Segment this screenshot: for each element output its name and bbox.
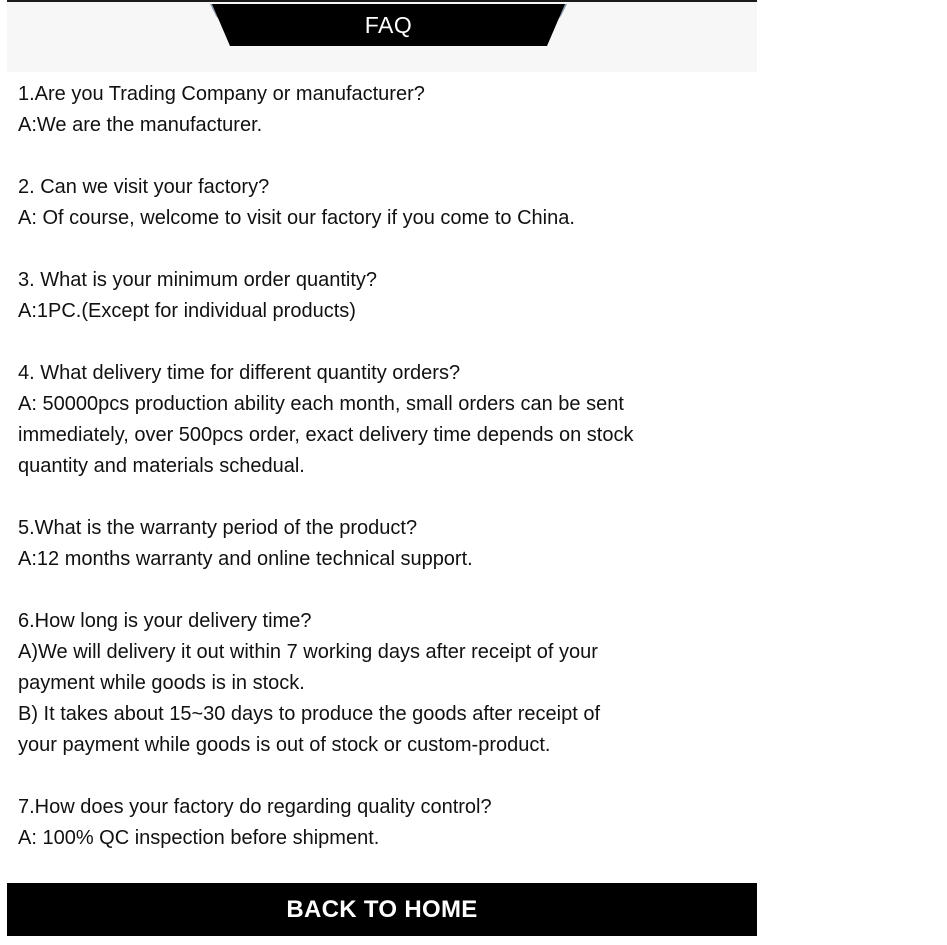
faq-question: 5.What is the warranty period of the product? [18,517,418,539]
faq-item [18,265,748,327]
faq-question: 7.How does your factory do regarding quality control? [18,796,492,818]
faq-item [18,513,748,575]
faq-answer-line: A: 100% QC inspection before shipment. [18,827,380,849]
back-to-home-button[interactable]: BACK TO HOME [7,883,757,936]
faq-item [18,172,748,234]
faq-item [18,79,748,141]
faq-answer-line: B) It takes about 15~30 days to produce the goods after receipt of [18,703,601,725]
faq-title-tab [210,4,567,46]
faq-question: 3. What is your minimum order quantity? [18,269,378,291]
faq-answer-line: payment while goods is in stock. [18,672,305,694]
faq-answer-line: A: Of course, welcome to visit our factory if you come to China. [18,207,575,229]
faq-answer-line: A)We will delivery it out within 7 working days after receipt of your [18,641,598,663]
faq-question: 6.How long is your delivery time? [18,610,312,632]
faq-answer-line: A:12 months warranty and online technical support. [18,548,473,570]
faq-answer-line: A: 50000pcs production ability each month, small orders can be sent [18,393,624,415]
page-title: FAQ [364,12,413,38]
faq-answer-line: A:1PC.(Except for individual products) [18,300,356,322]
faq-question: 2. Can we visit your factory? [18,176,270,198]
faq-answer-line: immediately, over 500pcs order, exact delivery time depends on stock [18,424,634,446]
faq-item [18,792,748,854]
faq-header [7,0,757,74]
faq-item [18,606,748,761]
faq-question: 4. What delivery time for different quantity orders? [18,362,461,384]
faq-answer-line: your payment while goods is out of stock or custom-product. [18,734,551,756]
faq-question: 1.Are you Trading Company or manufacturer? [18,83,425,105]
faq-answer-line: A:We are the manufacturer. [18,114,263,136]
faq-list [18,79,748,885]
faq-item [18,358,748,482]
faq-section [7,72,757,876]
faq-answer-line: quantity and materials schedual. [18,455,305,477]
